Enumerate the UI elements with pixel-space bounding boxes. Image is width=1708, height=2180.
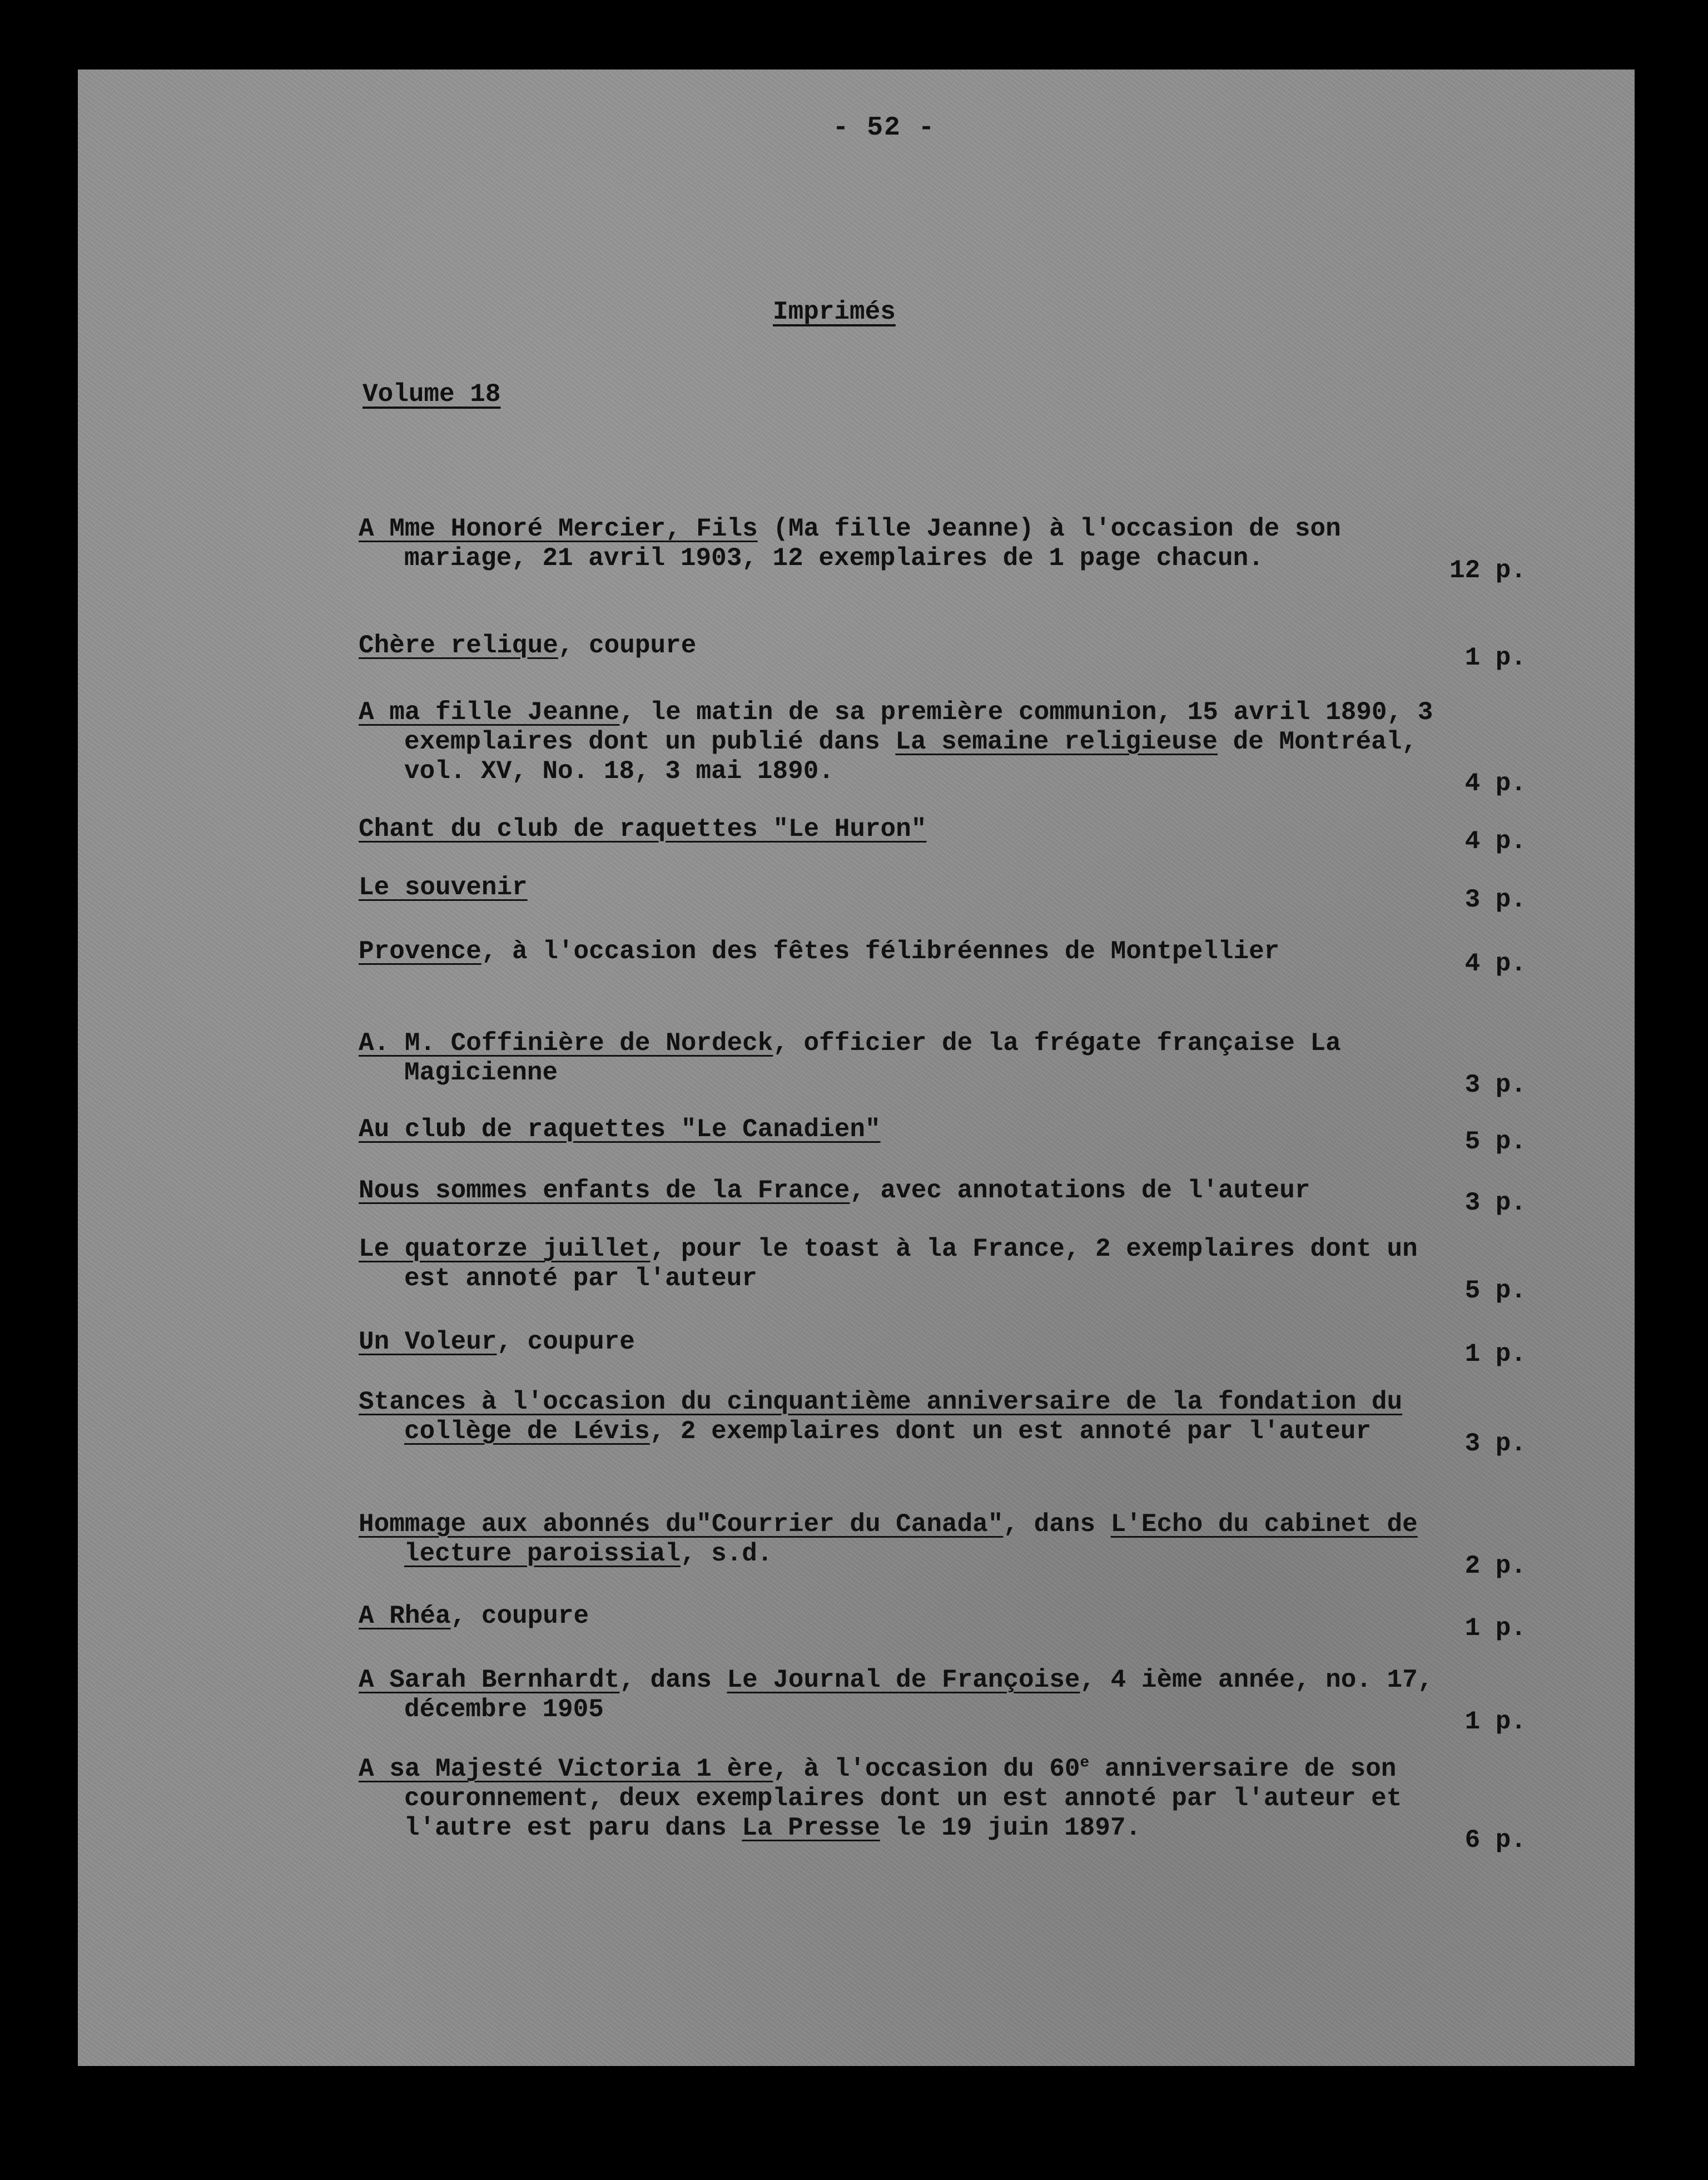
entry-description	[359, 1029, 1455, 1088]
entry-title: Hommage aux abonnés du"Courrier du Canada"	[359, 1510, 1004, 1539]
entry-pages: 5 p.	[1464, 1276, 1526, 1305]
entry-hommage-abonnes	[359, 1510, 1526, 1580]
entry-pages: 1 p.	[1464, 1707, 1526, 1736]
entry-title: A sa Majesté Victoria 1 ère	[359, 1755, 773, 1783]
entry-pages: 4 p.	[1464, 827, 1526, 856]
entry-pages: 3 p.	[1464, 1429, 1526, 1458]
entry-details: , avec annotations de l'auteur	[850, 1176, 1310, 1205]
entry-provence	[359, 937, 1526, 978]
entry-description	[359, 873, 1455, 903]
entry-publication: Le Journal de Françoise	[727, 1666, 1080, 1695]
entry-description	[359, 815, 1455, 844]
entry-description	[359, 514, 1455, 573]
entry-title: Le quatorze juillet	[359, 1235, 651, 1264]
entry-details-2: , 4 ième année, no. 17, décembre 1905	[404, 1666, 1433, 1724]
entry-superscript: e	[1080, 1754, 1090, 1772]
entry-details: , 2 exemplaires dont un est annoté par l'auteur	[649, 1417, 1372, 1446]
entry-pages: 3 p.	[1464, 1188, 1526, 1217]
entry-description	[359, 1235, 1455, 1294]
entry-pages: 1 p.	[1464, 1340, 1526, 1369]
entry-details: , pour le toast à la France, 2 exemplaires dont un est annoté par l'auteur	[404, 1235, 1418, 1293]
entry-details: , le matin de sa première communion, 15 avril 1890, 3 exemplaires dont un publié dans	[404, 698, 1433, 756]
entry-pages: 4 p.	[1464, 769, 1526, 798]
entry-description	[359, 698, 1455, 786]
entry-pages: 3 p.	[1464, 1071, 1526, 1099]
entry-stances-levis	[359, 1388, 1526, 1458]
entry-details-2: de Montréal, vol. XV, No. 18, 3 mai 1890.	[404, 727, 1417, 786]
entry-description	[359, 1510, 1455, 1569]
entry-pages: 4 p.	[1464, 949, 1526, 978]
entry-sarah-bernhardt	[359, 1666, 1526, 1736]
entry-title: Chant du club de raquettes "Le Huron"	[359, 815, 927, 844]
entry-mercier	[359, 514, 1526, 585]
entry-pages: 12 p.	[1449, 556, 1526, 585]
entry-ma-fille-jeanne	[359, 698, 1526, 798]
entry-chere-relique	[359, 631, 1526, 672]
entry-enfants-france	[359, 1176, 1526, 1217]
entry-a-rhea	[359, 1602, 1526, 1643]
entry-victoria	[359, 1754, 1526, 1855]
entry-pages: 5 p.	[1464, 1127, 1526, 1156]
entry-details-3: le 19 juin 1897.	[880, 1814, 1141, 1842]
entry-details-2: anniversaire de son couronnement, deux exemplaires dont un est annoté par l'auteur et l'autre est paru dans	[404, 1755, 1402, 1842]
entry-description	[359, 1115, 1455, 1144]
entry-description	[359, 1327, 1455, 1357]
entry-description	[359, 1602, 1455, 1631]
entry-details: (Ma fille Jeanne) à l'occasion de son mariage, 21 avril 1903, 12 exemplaires de 1 page chacun.	[404, 514, 1341, 573]
entry-details-2: , s.d.	[680, 1539, 773, 1568]
entry-description	[359, 1755, 1455, 1843]
entry-pages: 1 p.	[1464, 1614, 1526, 1643]
entry-un-voleur	[359, 1327, 1526, 1369]
entry-title: Provence	[359, 937, 481, 966]
entry-details: , officier de la frégate française La Magicienne	[404, 1029, 1341, 1087]
entry-club-canadien	[359, 1115, 1526, 1156]
entry-details: , coupure	[450, 1602, 589, 1631]
entry-publication: La semaine religieuse	[895, 727, 1218, 756]
entry-description	[359, 1176, 1455, 1206]
entry-title: Stances à l'occasion du cinquantième anniversaire de la fondation du collège de Lévis	[359, 1388, 1403, 1446]
entry-details: , coupure	[558, 631, 697, 660]
entry-pages: 6 p.	[1464, 1826, 1526, 1855]
entry-title: Chère relique	[359, 631, 558, 660]
entry-title: A Sarah Bernhardt	[359, 1666, 620, 1695]
entry-details: , coupure	[496, 1327, 635, 1356]
entry-chant-huron	[359, 815, 1526, 856]
entry-publication: La Presse	[742, 1814, 880, 1842]
entry-publication: L'Echo du cabinet de lecture paroissial	[404, 1510, 1418, 1568]
entry-description	[359, 1666, 1455, 1725]
entry-pages: 3 p.	[1464, 885, 1526, 914]
volume-heading: Volume 18	[363, 380, 501, 409]
entry-le-souvenir	[359, 873, 1526, 914]
entry-title: A Mme Honoré Mercier, Fils	[359, 514, 758, 543]
entry-title: Le souvenir	[359, 873, 528, 902]
entry-pages: 2 p.	[1464, 1552, 1526, 1580]
entry-title: A Rhéa	[359, 1602, 451, 1631]
section-title: Imprimés	[773, 298, 896, 326]
entry-description	[359, 937, 1455, 967]
entry-title: Au club de raquettes "Le Canadien"	[359, 1115, 881, 1144]
entry-title: Nous sommes enfants de la France	[359, 1176, 850, 1205]
entry-details: , dans	[619, 1666, 727, 1695]
entry-description	[359, 1388, 1455, 1446]
entry-details: , dans	[1003, 1510, 1111, 1539]
entry-details: , à l'occasion du 60	[773, 1755, 1080, 1783]
page-number: - 52 -	[832, 113, 936, 143]
entry-description	[359, 631, 1455, 661]
document-page	[78, 70, 1635, 2066]
entry-details: , à l'occasion des fêtes félibréennes de Montpellier	[481, 937, 1280, 966]
entry-coffiniere	[359, 1029, 1526, 1099]
entry-title: A. M. Coffinière de Nordeck	[359, 1029, 773, 1058]
entry-title: Un Voleur	[359, 1327, 497, 1356]
entry-pages: 1 p.	[1464, 643, 1526, 672]
entry-title: A ma fille Jeanne	[359, 698, 620, 727]
entry-quatorze-juillet	[359, 1235, 1526, 1305]
